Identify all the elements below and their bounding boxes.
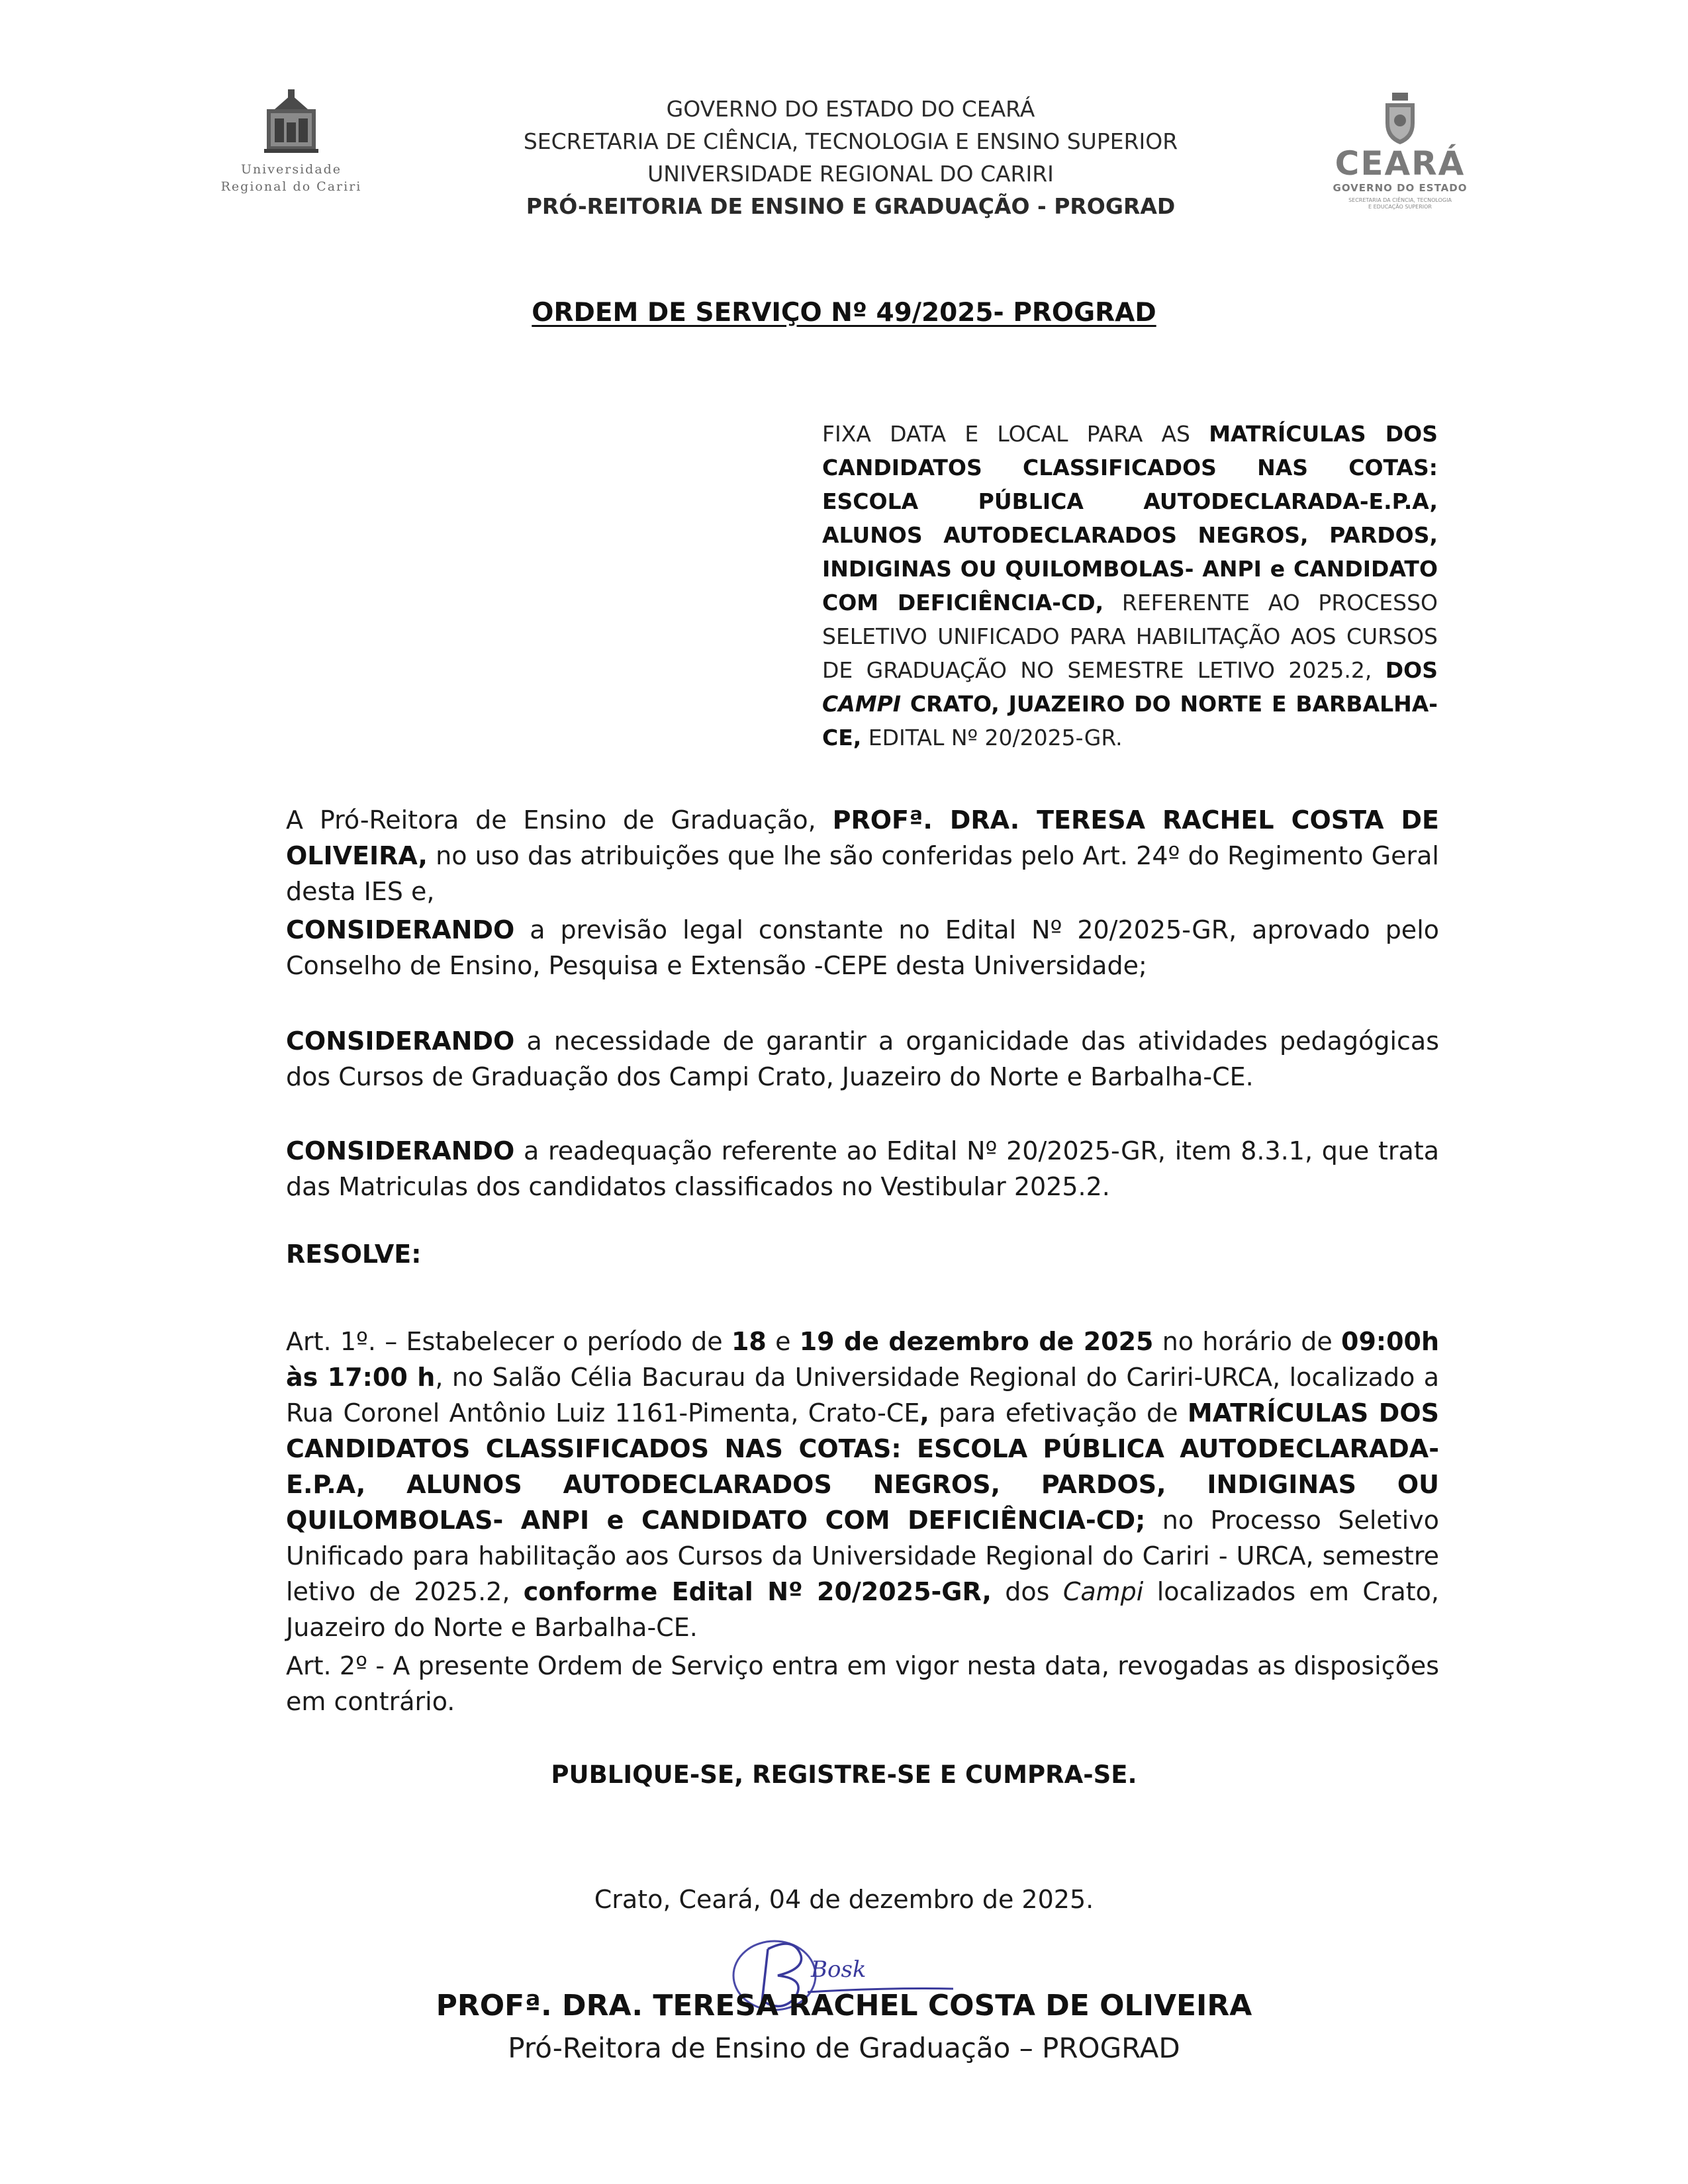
art1-text-2: e xyxy=(766,1327,800,1356)
art1-day-18: 18 xyxy=(731,1327,767,1356)
art1-quotas: MATRÍCULAS DOS CANDIDATOS CLASSIFICADOS NAS COTAS: ESCOLA PÚBLICA AUTODECLARADA-E.P.A, ALUNOS AUTODECLARADOS NEGROS, PARDOS, INDIGINAS OU QUILOMBOLAS- ANPI e CANDIDATO COM DEFICIÊNCIA-CD; xyxy=(286,1398,1439,1535)
ementa-text-2: REFERENTE AO PROCESSO SELETIVO UNIFICADO PARA HABILITAÇÃO AOS CURSOS DE GRADUAÇÃO NO SEMESTRE LETIVO 2025.2, xyxy=(822,590,1438,683)
art1-hours: 09:00h às 17:00 h xyxy=(286,1327,1440,1392)
ceara-coat-of-arms-icon xyxy=(1380,93,1420,146)
considerando-2-label: CONSIDERANDO xyxy=(286,1026,515,1056)
considerando-2 xyxy=(286,1023,1439,1095)
header-line-prograd: PRÓ-REITORIA DE ENSINO E GRADUAÇÃO - PROGRAD xyxy=(526,193,1176,219)
art1-text-5: para efetivação de xyxy=(929,1398,1188,1428)
resolve-label: RESOLVE: xyxy=(286,1240,422,1269)
document-title: ORDEM DE SERVIÇO Nº 49/2025- PROGRAD xyxy=(532,298,1156,328)
art1-text-3: no horário de xyxy=(1153,1327,1341,1356)
ceara-secretaria-line1: SECRETARIA DA CIÊNCIA, TECNOLOGIA xyxy=(1348,197,1452,203)
urca-emblem-icon xyxy=(261,89,321,156)
ementa-block xyxy=(822,417,1438,754)
header-line-government: GOVERNO DO ESTADO DO CEARÁ xyxy=(666,96,1035,122)
header-line-secretaria: SECRETARIA DE CIÊNCIA, TECNOLOGIA E ENSINO SUPERIOR xyxy=(523,128,1178,154)
intro-text-1: A Pró-Reitora de Ensino de Graduação, xyxy=(286,805,833,835)
signature-text: Bosk xyxy=(811,1956,867,1983)
resolve-heading xyxy=(286,1236,1439,1272)
signer-name: PROFª. DRA. TERESA RACHEL COSTA DE OLIVEIRA xyxy=(436,1989,1252,2023)
considerando-1-label: CONSIDERANDO xyxy=(286,915,515,944)
art1-campi: Campi xyxy=(1062,1577,1144,1606)
urca-logo xyxy=(189,89,394,208)
urca-name-line2: Regional do Cariri xyxy=(220,179,362,194)
art1-text-8: localizados em Crato, Juazeiro do Norte e Barbalha-CE. xyxy=(286,1577,1439,1642)
art1-text-4: , no Salão Célia Bacurau da Universidade Regional do Cariri-URCA, localizado a Rua Coronel Antônio Luiz 1161-Pimenta, Crato-CE xyxy=(286,1363,1440,1428)
ementa-campi: CAMPI xyxy=(822,691,902,717)
ementa-bold-1: MATRÍCULAS DOS CANDIDATOS CLASSIFICADOS NAS COTAS: ESCOLA PÚBLICA AUTODECLARADA-E.P.A, ALUNOS AUTODECLARADOS NEGROS, PARDOS, INDIGINAS OU QUILOMBOLAS- ANPI e CANDIDATO COM DEFICIÊNCIA-CD, xyxy=(822,421,1438,615)
ementa-bold-3: CRATO, JUAZEIRO DO NORTE E BARBALHA-CE, xyxy=(822,691,1438,751)
considerando-1-text: a previsão legal constante no Edital Nº 20/2025-GR, aprovado pelo Conselho de Ensino, Pesquisa e Extensão -CEPE desta Universidade; xyxy=(286,915,1439,980)
ementa-bold-2: DOS xyxy=(1385,657,1438,683)
considerando-3 xyxy=(286,1133,1439,1205)
document-header xyxy=(437,93,1264,222)
art1-comma: , xyxy=(919,1398,929,1428)
considerando-3-label: CONSIDERANDO xyxy=(286,1136,515,1165)
urca-name-line1: Universidade xyxy=(240,162,342,177)
article-2: Art. 2º - A presente Ordem de Serviço entra em vigor nesta data, revogadas as disposições em contrário. xyxy=(286,1651,1439,1716)
art1-edital: conforme Edital Nº 20/2025-GR, xyxy=(523,1577,992,1606)
article-1 xyxy=(286,1324,1439,1645)
intro-signer-name: PROFª. DRA. TERESA RACHEL COSTA DE OLIVEIRA, xyxy=(286,805,1440,870)
considerando-2-text: a necessidade de garantir a organicidade das atividades pedagógicas dos Cursos de Graduação dos Campi Crato, Juazeiro do Norte e Barbalha-CE. xyxy=(286,1026,1439,1091)
publique-line: PUBLIQUE-SE, REGISTRE-SE E CUMPRA-SE. xyxy=(551,1760,1137,1789)
considerando-3-text: a readequação referente ao Edital Nº 20/2025-GR, item 8.3.1, que trata das Matriculas dos candidatos classificados no Vestibular 2025.2. xyxy=(286,1136,1439,1201)
ceara-name: CEARÁ xyxy=(1335,144,1466,183)
header-line-university: UNIVERSIDADE REGIONAL DO CARIRI xyxy=(647,161,1054,187)
art1-text-6: no Processo Seletivo Unificado para habilitação aos Cursos da Universidade Regional do Cariri - URCA, semestre letivo de 2025.2, xyxy=(286,1506,1439,1606)
signer-role: Pró-Reitora de Ensino de Graduação – PROGRAD xyxy=(508,2032,1180,2064)
art1-text-1: Art. 1º. – Estabelecer o período de xyxy=(286,1327,731,1356)
intro-text-2: no uso das atribuições que lhe são conferidas pelo Art. 24º do Regimento Geral desta IES e, xyxy=(286,841,1439,906)
ementa-text-3: EDITAL Nº 20/2025-GR. xyxy=(861,725,1123,751)
date-line: Crato, Ceará, 04 de dezembro de 2025. xyxy=(594,1885,1094,1914)
considerando-1 xyxy=(286,912,1439,983)
intro-paragraph xyxy=(286,802,1439,909)
ceara-subtitle: GOVERNO DO ESTADO xyxy=(1333,182,1468,194)
art1-date: 19 de dezembro de 2025 xyxy=(799,1327,1154,1356)
ceara-secretaria-line2: E EDUCAÇÃO SUPERIOR xyxy=(1368,204,1432,210)
art1-text-7: dos xyxy=(991,1577,1063,1606)
ceara-government-logo xyxy=(1307,93,1493,232)
ementa-text-1: FIXA DATA E LOCAL PARA AS xyxy=(822,421,1209,447)
